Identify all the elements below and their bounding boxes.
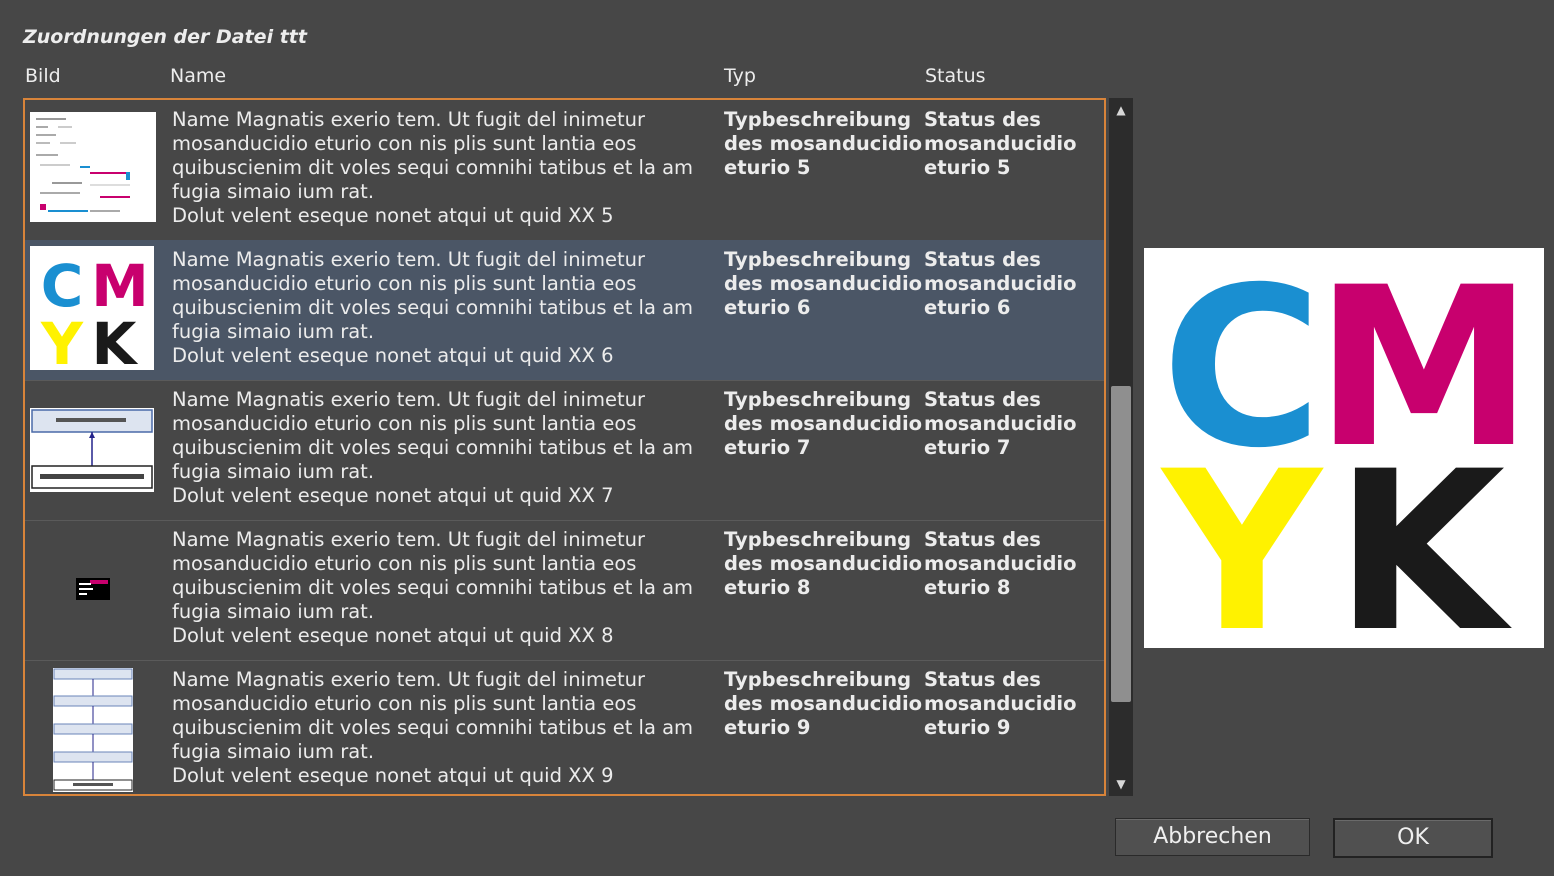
column-header-bild[interactable]: Bild (25, 65, 61, 87)
row-name: Name Magnatis exerio tem. Ut fugit del inimetur mosanducidio eturio con nis plis sunt lantia eos quibuscienim dit voles sequi comnihi tatibus et la am fugia simaio ium rat. Dolut velent eseque nonet atqui ut quid XX 6 (172, 248, 694, 367)
dialog-title: Zuordnungen der Datei ttt (23, 26, 307, 48)
row-status: Status des mosanducidio eturio 5 (924, 108, 1077, 179)
svg-text:K: K (91, 310, 137, 370)
preview-letter-c: C (1161, 248, 1323, 496)
column-header-name[interactable]: Name (170, 65, 227, 87)
column-header-typ[interactable]: Typ (724, 65, 756, 87)
small-icon-thumbnail (76, 578, 110, 600)
row-name: Name Magnatis exerio tem. Ut fugit del inimetur mosanducidio eturio con nis plis sunt lantia eos quibuscienim dit voles sequi comnihi tatibus et la am fugia simaio ium rat. Dolut velent eseque nonet atqui ut quid XX 9 (172, 668, 694, 787)
preview-letter-m: M (1314, 248, 1534, 496)
scroll-down-icon[interactable]: ▼ (1116, 777, 1126, 791)
row-type: Typbeschreibung des mosanducidio eturio 8 (724, 528, 923, 599)
row-status: Status des mosanducidio eturio 7 (924, 388, 1077, 459)
flowchart-thumbnail (53, 668, 133, 792)
row-type: Typbeschreibung des mosanducidio eturio 7 (724, 388, 923, 459)
row-name: Name Magnatis exerio tem. Ut fugit del inimetur mosanducidio eturio con nis plis sunt lantia eos quibuscienim dit voles sequi comnihi tatibus et la am fugia simaio ium rat. Dolut velent eseque nonet atqui ut quid XX 7 (172, 388, 694, 507)
list-row-selected[interactable] (25, 240, 1104, 381)
cmyk-thumbnail (30, 246, 154, 370)
vertical-scrollbar[interactable] (1109, 98, 1133, 796)
list-row[interactable] (25, 100, 1104, 241)
image-preview (1144, 248, 1544, 648)
row-type: Typbeschreibung des mosanducidio eturio 5 (724, 108, 923, 179)
diagram-thumbnail (30, 408, 154, 492)
scroll-up-icon[interactable]: ▲ (1116, 103, 1126, 117)
column-header-status[interactable]: Status (925, 65, 986, 87)
row-type: Typbeschreibung des mosanducidio eturio 9 (724, 668, 923, 739)
row-status: Status des mosanducidio eturio 9 (924, 668, 1077, 739)
list-row[interactable] (25, 660, 1104, 796)
list-row[interactable] (25, 520, 1104, 661)
svg-text:M: M (91, 252, 149, 320)
preview-letter-y: Y (1162, 424, 1322, 648)
assignments-list[interactable] (23, 98, 1106, 796)
row-type: Typbeschreibung des mosanducidio eturio 6 (724, 248, 923, 319)
svg-text:Y: Y (41, 310, 83, 370)
row-status: Status des mosanducidio eturio 8 (924, 528, 1077, 599)
preview-letter-k: K (1334, 424, 1506, 648)
row-name: Name Magnatis exerio tem. Ut fugit del inimetur mosanducidio eturio con nis plis sunt lantia eos quibuscienim dit voles sequi comnihi tatibus et la am fugia simaio ium rat. Dolut velent eseque nonet atqui ut quid XX 5 (172, 108, 694, 227)
row-status: Status des mosanducidio eturio 6 (924, 248, 1077, 319)
screenshot-thumbnail (30, 112, 156, 222)
cancel-button[interactable]: Abbrechen (1115, 818, 1310, 856)
scrollbar-thumb[interactable] (1111, 386, 1131, 702)
row-name: Name Magnatis exerio tem. Ut fugit del inimetur mosanducidio eturio con nis plis sunt lantia eos quibuscienim dit voles sequi comnihi tatibus et la am fugia simaio ium rat. Dolut velent eseque nonet atqui ut quid XX 8 (172, 528, 694, 647)
list-row[interactable] (25, 380, 1104, 521)
ok-button[interactable]: OK (1333, 818, 1493, 858)
svg-text:C: C (40, 252, 84, 320)
